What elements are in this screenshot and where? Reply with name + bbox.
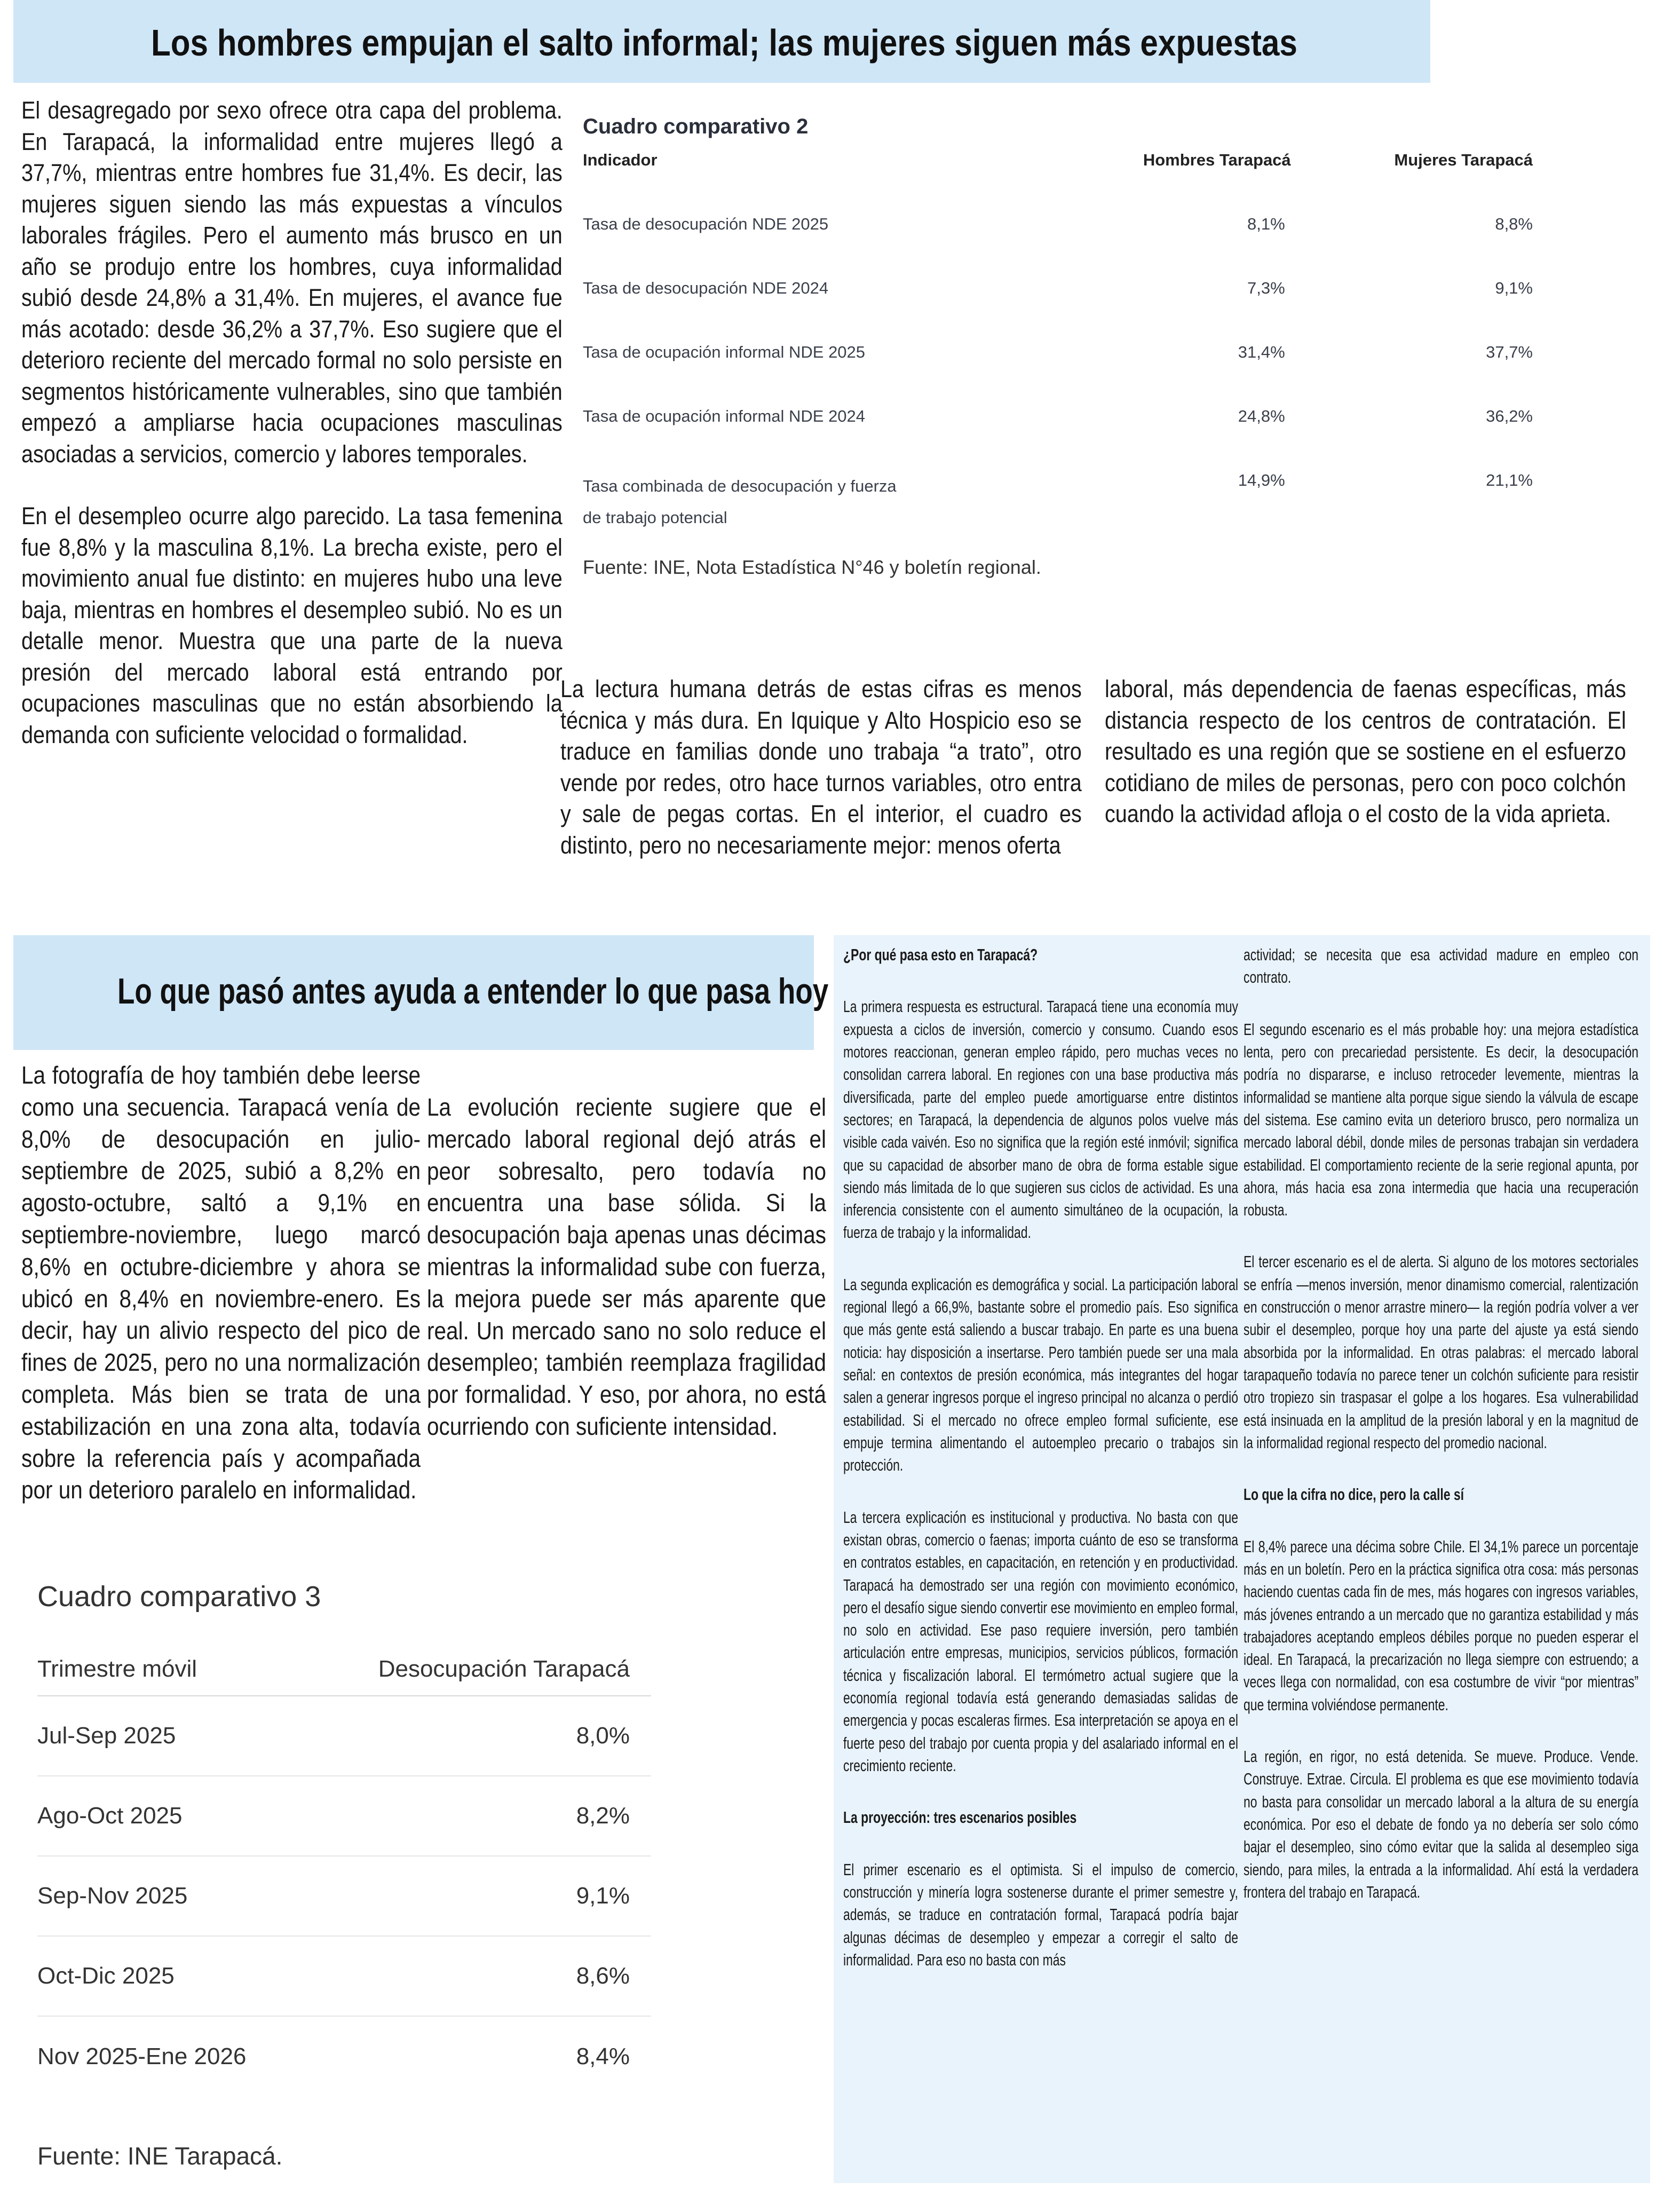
- article-column-2: [560, 674, 1082, 892]
- table-row: [37, 1936, 651, 2016]
- table-2-header: Hombres Tarapacá: [1143, 151, 1291, 169]
- table-cell: Tasa combinada de desocupación y fuerza de trabajo potencial: [583, 477, 897, 527]
- table-row: [37, 2016, 651, 2096]
- table-cell: 8,4%: [576, 2043, 630, 2069]
- table-3: [37, 1580, 651, 2170]
- table-cell: Jul-Sep 2025: [37, 1696, 345, 1776]
- table-row: [583, 215, 1543, 279]
- table-cell: Sep-Nov 2025: [37, 1856, 345, 1936]
- table-row: [37, 1856, 651, 1936]
- table-cell: 8,2%: [345, 1776, 651, 1856]
- table-3-grid: [37, 1642, 651, 2096]
- table-row: [583, 407, 1543, 471]
- table-cell: Tasa de desocupación NDE 2024: [583, 279, 829, 297]
- table-3-title: Cuadro comparativo 3: [37, 1581, 321, 1613]
- paragraph: En el desempleo ocurre algo parecido. La tasa femenina fue 8,8% y la masculina 8,1%. La brecha existe, pero el movimiento anual fue distinto: en mujeres hubo una leve baja, mientras en hombres el desempleo subió. No es un detalle menor. Muestra que una parte de la nueva presión del mercado laboral está entrando por ocupaciones masculinas que no están absorbiendo la demanda con suficiente velocidad o formalidad.: [21, 502, 563, 748]
- table-cell: 7,3%: [1247, 279, 1285, 297]
- table-cell: 14,9%: [1238, 471, 1285, 489]
- table-2: [583, 115, 1543, 579]
- paragraph: actividad; se necesita que esa actividad madure en empleo con contrato.: [1244, 945, 1638, 987]
- article-column-4: [21, 1060, 421, 1537]
- table-2-title: Cuadro comparativo 2: [583, 115, 809, 138]
- table-cell: 8,0%: [345, 1696, 651, 1776]
- table-row: [37, 1776, 651, 1856]
- table-cell: 8,1%: [1247, 215, 1285, 233]
- paragraph: La lectura humana detrás de estas cifras es menos técnica y más dura. En Iquique y Alto Hospicio eso se traduce en familias donde uno trabaja “a trato”, otro vende por redes, otro hace turnos variables, otro entra y sale de pegas cortas. En el interior, el cuadro es distinto, pero no necesariamente mejor: menos oferta: [560, 675, 1082, 859]
- table-3-source: Fuente: INE Tarapacá.: [37, 2142, 283, 2170]
- table-cell: 8,8%: [1495, 215, 1533, 233]
- article-column-5: [427, 1092, 826, 1474]
- paragraph: La tercera explicación es institucional y productiva. No basta con que existan obras, comercio o faenas; importa cuánto de eso se transforma en contratos estables, en capacitación, en retención y en productividad. Tarapacá ha demostrado ser una región con movimiento económico, pero el desafío sigue siendo convertir ese movimiento en empleo formal, no solo en actividad. Ese paso requiere inversión, pero también articulación entre empresas, municipios, servicios públicos, formación técnica y fiscalización laboral. El termómetro actual sugiere que la economía regional todavía está generando demasiadas salidas de emergencia y pocas escaleras firmes. Esa interpretación se apoya en el fuerte peso del trabajo por cuenta propia y del asalariado informal en el crecimiento reciente.: [843, 1507, 1238, 1775]
- table-cell: 31,4%: [1238, 343, 1285, 361]
- section-title: Lo que pasó antes ayuda a entender lo que pasa hoy: [117, 971, 829, 1012]
- page-title: Los hombres empujan el salto informal; las mujeres siguen más expuestas: [151, 22, 1297, 64]
- table-cell: 37,7%: [1486, 343, 1533, 361]
- table-3-header: Trimestre móvil: [37, 1642, 345, 1696]
- table-row: [37, 1696, 651, 1776]
- box-heading: Lo que la cifra no dice, pero la calle sí: [1244, 1485, 1464, 1504]
- table-2-source: Fuente: INE, Nota Estadística N°46 y boletín regional.: [583, 556, 1041, 578]
- paragraph: El desagregado por sexo ofrece otra capa del problema. En Tarapacá, la informalidad entre mujeres llegó a 37,7%, mientras entre hombres fue 31,4%. Es decir, las mujeres siguen siendo las más expuestas a vínculos laborales frágiles. Pero el aumento más brusco en un año se produjo entre los hombres, cuya informalidad subió desde 24,8% a 31,4%. En mujeres, el avance fue más acotado: desde 36,2% a 37,7%. Eso sugiere que el deterioro reciente del mercado formal no solo persiste en segmentos históricamente vulnerables, sino que también empezó a ampliarse hacia ocupaciones masculinas asociadas a servicios, comercio y labores temporales.: [21, 97, 563, 468]
- table-cell: 9,1%: [345, 1856, 651, 1936]
- paragraph: La fotografía de hoy también debe leerse como una secuencia. Tarapacá venía de 8,0% de desocupación en julio-septiembre de 2025, subió a 8,2% en agosto-octubre, saltó a 9,1% en septiembre-noviembre, luego marcó 8,6% en octubre-diciembre y ahora se ubicó en 8,4% en noviembre-enero. Es decir, hay un alivio respecto del pico de fines de 2025, pero no una normalización completa. Más bien se trata de una estabilización en una zona alta, todavía sobre la referencia país y acompañada por un deterioro paralelo en informalidad.: [21, 1061, 421, 1504]
- box-heading: ¿Por qué pasa esto en Tarapacá?: [843, 945, 1038, 964]
- table-row: [583, 471, 1543, 535]
- header-banner: [13, 0, 1430, 83]
- box-heading: La proyección: tres escenarios posibles: [843, 1808, 1077, 1827]
- table-cell: Tasa de ocupación informal NDE 2025: [583, 343, 866, 361]
- table-row: [583, 343, 1543, 407]
- table-cell: 36,2%: [1486, 407, 1533, 425]
- table-cell: 21,1%: [1486, 471, 1533, 489]
- table-3-header: Desocupación Tarapacá: [345, 1642, 651, 1696]
- box-column-right: [1244, 944, 1638, 1933]
- paragraph: La primera respuesta es estructural. Tarapacá tiene una economía muy expuesta a ciclos de inversión, comercio y consumo. Cuando esos motores reaccionan, generan empleo rápido, pero muchas veces no consolidan carrera laboral. En regiones con una base productiva más diversificada, parte del empleo puede amortiguarse entre distintos sectores; en Tarapacá, la dependencia de algunos polos vuelve más visible cada vaivén. Eso no significa que la región esté inmóvil; significa que su capacidad de absorber mano de obra de forma estable sigue siendo más limitada de lo que sugieren sus ciclos de actividad. Es una inferencia consistente con el aumento simultáneo de la ocupación, la fuerza de trabajo y la informalidad.: [843, 997, 1238, 1242]
- paragraph: laboral, más dependencia de faenas específicas, más distancia respecto de los centros de contratación. El resultado es una región que se sostiene en el esfuerzo cotidiano de miles de personas, pero con poco colchón cuando la actividad afloja o el costo de la vida aprieta.: [1105, 675, 1626, 827]
- table-2-grid: [583, 151, 1543, 535]
- table-cell: Oct-Dic 2025: [37, 1936, 345, 2016]
- paragraph: El segundo escenario es el más probable hoy: una mejora estadística lenta, pero con precariedad persistente. Es decir, la desocupación podría no dispararse, e incluso retroceder levemente, mientras la informalidad se mantiene alta porque sigue siendo la válvula de escape del sistema. Ese camino evita un deterioro brusco, pero normaliza un mercado laboral débil, donde miles de personas trabajan sin verdadera estabilidad. El comportamiento reciente de la serie regional apunta, por ahora, más hacia esa zona intermedia que hacia una recuperación robusta.: [1244, 1020, 1638, 1220]
- table-row: [583, 279, 1543, 343]
- box-column-left: [843, 944, 1238, 2001]
- article-column-1: [21, 95, 563, 781]
- table-cell: Nov 2025-Ene 2026: [37, 2043, 247, 2069]
- table-cell: 8,6%: [345, 1936, 651, 2016]
- sidebar-box: [834, 935, 1650, 2183]
- table-cell: 24,8%: [1238, 407, 1285, 425]
- section-banner: [13, 935, 829, 1050]
- table-2-header: Indicador: [583, 151, 658, 169]
- paragraph: El tercer escenario es el de alerta. Si alguno de los motores sectoriales se enfría —menos inversión, menor dinamismo comercial, ralentización en construcción o menor arrastre minero— la región podría volver a ver subir el desempleo, porque hoy una parte del ajuste ya está siendo absorbida por la informalidad. En otras palabras: el mercado laboral tarapaqueño todavía no parece tener un colchón suficiente para resistir otro tropiezo sin traspasar el golpe a los hogares. Esa vulnerabilidad está insinuada en la amplitud de la presión laboral y en la magnitud de la informalidad regional respecto del promedio nacional.: [1244, 1252, 1638, 1452]
- paragraph: El primer escenario es el optimista. Si el impulso de comercio, construcción y minería logra sostenerse durante el primer semestre y, además, se traduce en contratación formal, Tarapacá podría bajar algunas décimas de desempleo y empezar a corregir el salto de informalidad. Para eso no basta con más: [843, 1860, 1238, 1969]
- table-2-header: Mujeres Tarapacá: [1394, 151, 1533, 169]
- table-cell: Tasa de ocupación informal NDE 2024: [583, 407, 866, 425]
- paragraph: El 8,4% parece una décima sobre Chile. El 34,1% parece un porcentaje más en un boletín. Pero en la práctica significa otra cosa: más personas haciendo cuentas cada fin de mes, más hogares con ingresos variables, más jóvenes entrando a un mercado que no garantiza estabilidad y más trabajadores aceptando empleos débiles porque no pueden esperar el ideal. En Tarapacá, la precarización no llega siempre con estruendo; a veces llega con normalidad, con esa costumbre de vivir “por mientras” que termina volviéndose permanente.: [1244, 1537, 1638, 1714]
- paragraph: La evolución reciente sugiere que el mercado laboral regional dejó atrás el peor sobresalto, pero todavía no encuentra una base sólida. Si la desocupación baja apenas unas décimas mientras la informalidad sube con fuerza, la mejora puede ser más aparente que real. Un mercado sano no solo reduce el desempleo; también reemplaza fragilidad por formalidad. Y eso, por ahora, no está ocurriendo con suficiente intensidad.: [427, 1093, 826, 1440]
- article-column-3: [1105, 674, 1626, 861]
- table-cell: Ago-Oct 2025: [37, 1776, 345, 1856]
- paragraph: La región, en rigor, no está detenida. Se mueve. Produce. Vende. Construye. Extrae. Circula. El problema es que ese movimiento todavía no basta para consolidar un mercado laboral a la altura de su energía económica. Por eso el debate de fondo ya no debería ser solo cómo bajar el desempleo, sino cómo evitar que la salida al desempleo siga siendo, para miles, la entrada a la informalidad. Ahí está la verdadera frontera del trabajo en Tarapacá.: [1244, 1747, 1638, 1901]
- table-cell: Tasa de desocupación NDE 2025: [583, 215, 829, 233]
- paragraph: La segunda explicación es demográfica y social. La participación laboral regional llegó a 66,9%, bastante sobre el promedio país. Eso significa que más gente está saliendo a buscar trabajo. En parte es una buena noticia: hay disposición a insertarse. Pero también puede ser una mala señal: en contextos de presión económica, más integrantes del hogar salen a generar ingresos porque el ingreso principal no alcanza o perdió estabilidad. Si el mercado no ofrece empleo formal suficiente, ese empuje termina alimentando el autoempleo precario o trabajos sin protección.: [843, 1275, 1238, 1475]
- table-cell: 9,1%: [1495, 279, 1533, 297]
